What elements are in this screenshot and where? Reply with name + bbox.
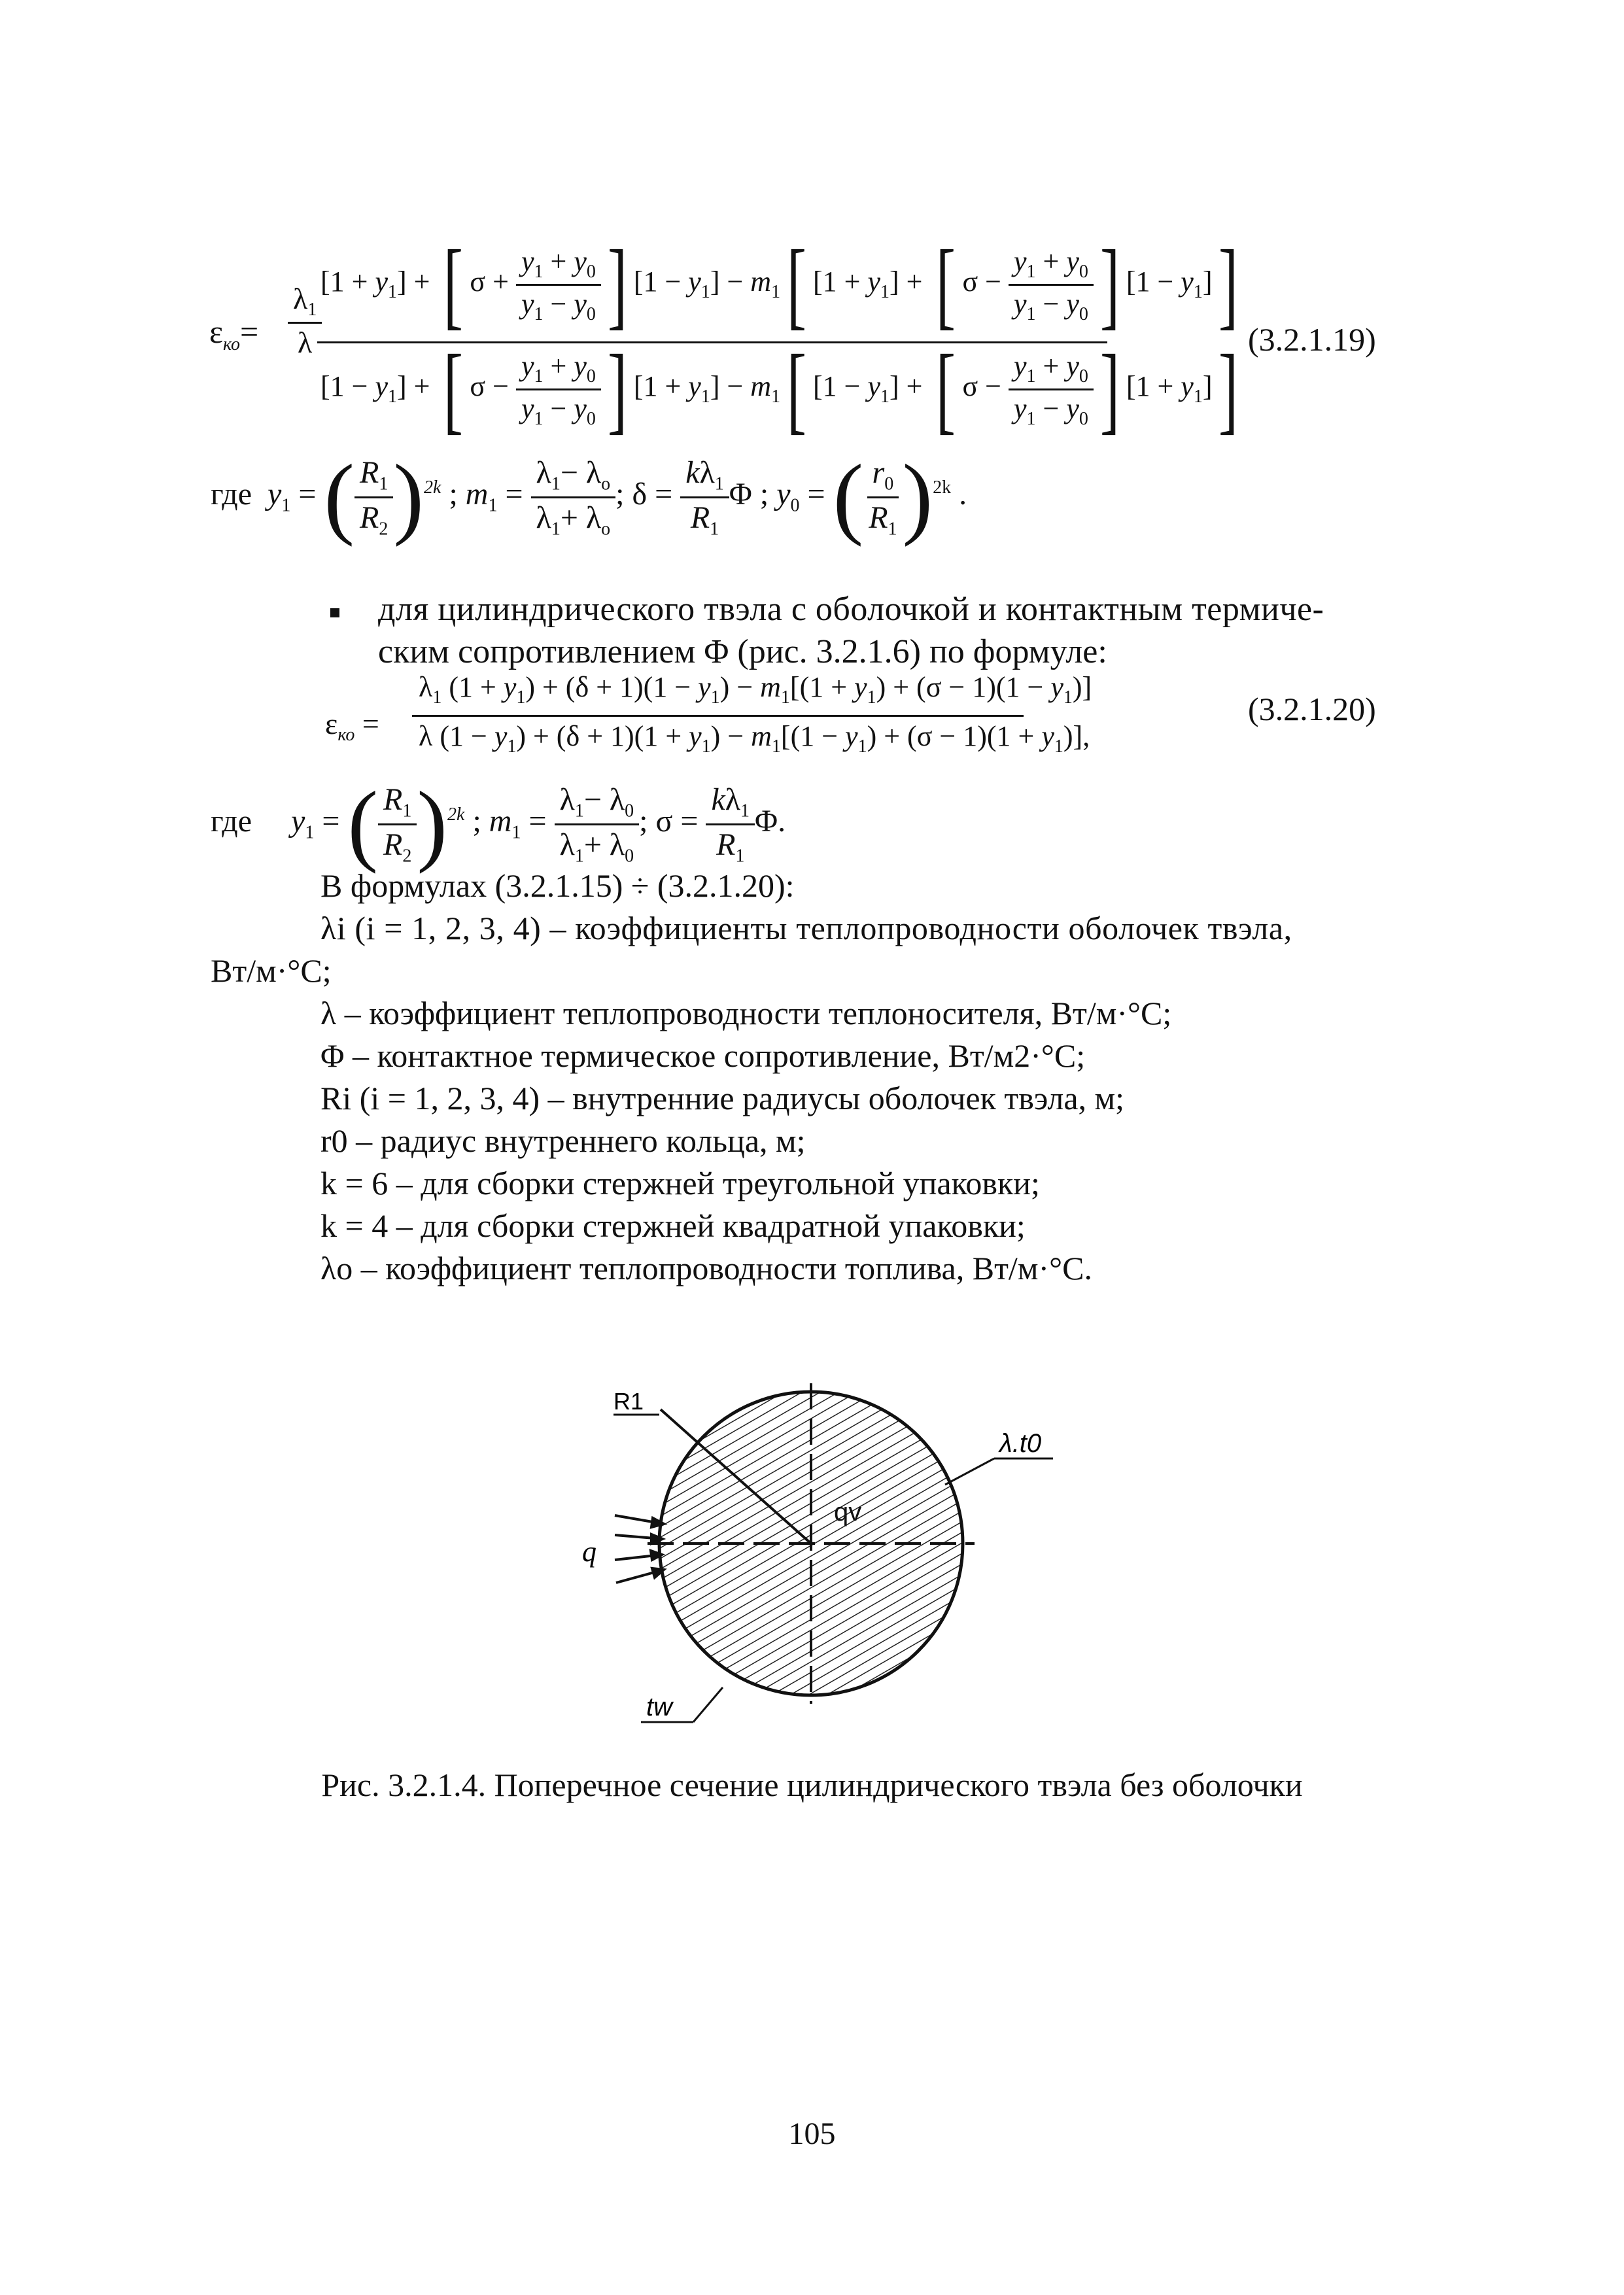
eq20-numerator: $\lambda_1$ $(1 + y_1) + (\delta + 1)(1 - y_1) - m_1[(1 + y_1) + (\sigma - 1)(1 - y_1)]$ xyxy=(419,671,1092,708)
eq20-where: где $y_1$ = ( $\frac{R_1}{R_2}$ )$^{2k}$ ; $m_1$ = $\frac{\lambda_1- \lambda_0}{\lambda_1+ \lambda_0}$ ; σ = $\frac{k\lambda_1}{R_1}$ Φ. xyxy=(211,773,786,874)
bullet-marker xyxy=(330,608,339,617)
definitions-intro: В формулах (3.2.1.15) ÷ (3.2.1.20): xyxy=(320,867,795,904)
eq19-number: (3.2.1.19) xyxy=(1248,321,1376,358)
figure-caption: Рис. 3.2.1.4. Поперечное сечение цилиндрического твэла без оболочки xyxy=(321,1767,1303,1803)
eq20-lhs: $\varepsilon_{ко}$ = xyxy=(325,707,379,746)
where-label: где xyxy=(211,477,252,512)
label-tw: tw xyxy=(646,1693,672,1721)
definition-line: r0 – радиус внутреннего кольца, м; xyxy=(320,1122,806,1159)
label-qv: qv xyxy=(834,1498,862,1527)
where-label: где xyxy=(211,804,252,839)
bullet-line-2: ским сопротивлением Φ (рис. 3.2.1.6) по формуле: xyxy=(378,633,1107,670)
label-lambda-t: λ.t0 xyxy=(999,1429,1042,1458)
definition-line: Ri (i = 1, 2, 3, 4) – внутренние радиусы оболочек твэла, м; xyxy=(320,1080,1125,1116)
definition-line: k = 6 – для сборки стержней треугольной упаковки; xyxy=(320,1165,1040,1201)
bullet-line-1: для цилиндрического твэла с оболочкой и контактным термиче- xyxy=(378,591,1324,628)
definition-line: k = 4 – для сборки стержней квадратной упаковки; xyxy=(320,1207,1026,1244)
heat-flux-arrows xyxy=(615,1515,664,1583)
eq19-ratio: $\frac{\lambda_1}{\lambda}$ xyxy=(288,281,322,360)
eq19-denominator: $[1 - y_1]$ + [ σ − $\frac{y_1 + y_0}{y_1 - y_0}$ ] $[1 + y_1] - m_1$[ $[1 - y_1]$ + [ σ − $\frac{y_1 + y_0}{y_1 - y_0}$ ] $[1 + y_1]$] xyxy=(320,335,1239,443)
label-q: q xyxy=(582,1536,596,1568)
fuel-rod-cross-section-figure xyxy=(576,1364,1073,1730)
eq19-numerator: $[1 + y_1]$ + [ σ + $\frac{y_1 + y_0}{y_1 - y_0}$ ] $[1 - y_1] - m_1$[ $[1 + y_1]$ + [ σ − $\frac{y_1 + y_0}{y_1 - y_0}$ ] $[1 - y_1]$] xyxy=(320,230,1239,339)
eq20-fraction-bar xyxy=(412,715,1024,717)
eq19-where: где $y_1$ = ( $\frac{R_1}{R_2}$ )$^{2k}$ ; $m_1$ = $\frac{\lambda_1- \lambda_o}{\lambda_1+ \lambda_o}$ ; δ = $\frac{k\lambda_1}{R_1}$ Φ ; $y_0$ = ( $\frac{r_0}{R_1}$ )$^{2k}$ . xyxy=(211,446,967,547)
definition-line: λi (i = 1, 2, 3, 4) – коэффициенты теплопроводности оболочек твэла, xyxy=(320,910,1292,946)
label-lambda-t-leader xyxy=(945,1458,994,1485)
page-number: 105 xyxy=(788,2116,836,2151)
eq20-denominator: λ $(1 - y_1) + (\delta + 1)(1 + y_1) - m_1[(1 - y_1) + (\sigma - 1)(1 + y_1)]$, xyxy=(419,720,1090,757)
definition-line: Вт/м·°С; xyxy=(211,952,332,989)
label-tw-leader xyxy=(693,1687,723,1722)
definition-line: λo – коэффициент теплопроводности топлива, Вт/м·°С. xyxy=(320,1250,1092,1286)
label-R1: R1 xyxy=(613,1388,644,1415)
eq19-lhs: $\varepsilon_{ко}=$ xyxy=(209,313,259,354)
definition-line: λ – коэффициент теплопроводности теплоносителя, Вт/м·°С; xyxy=(320,995,1172,1031)
eq20-number: (3.2.1.20) xyxy=(1248,691,1376,727)
definition-line: Φ – контактное термическое сопротивление, Вт/м2·°С; xyxy=(320,1037,1086,1074)
